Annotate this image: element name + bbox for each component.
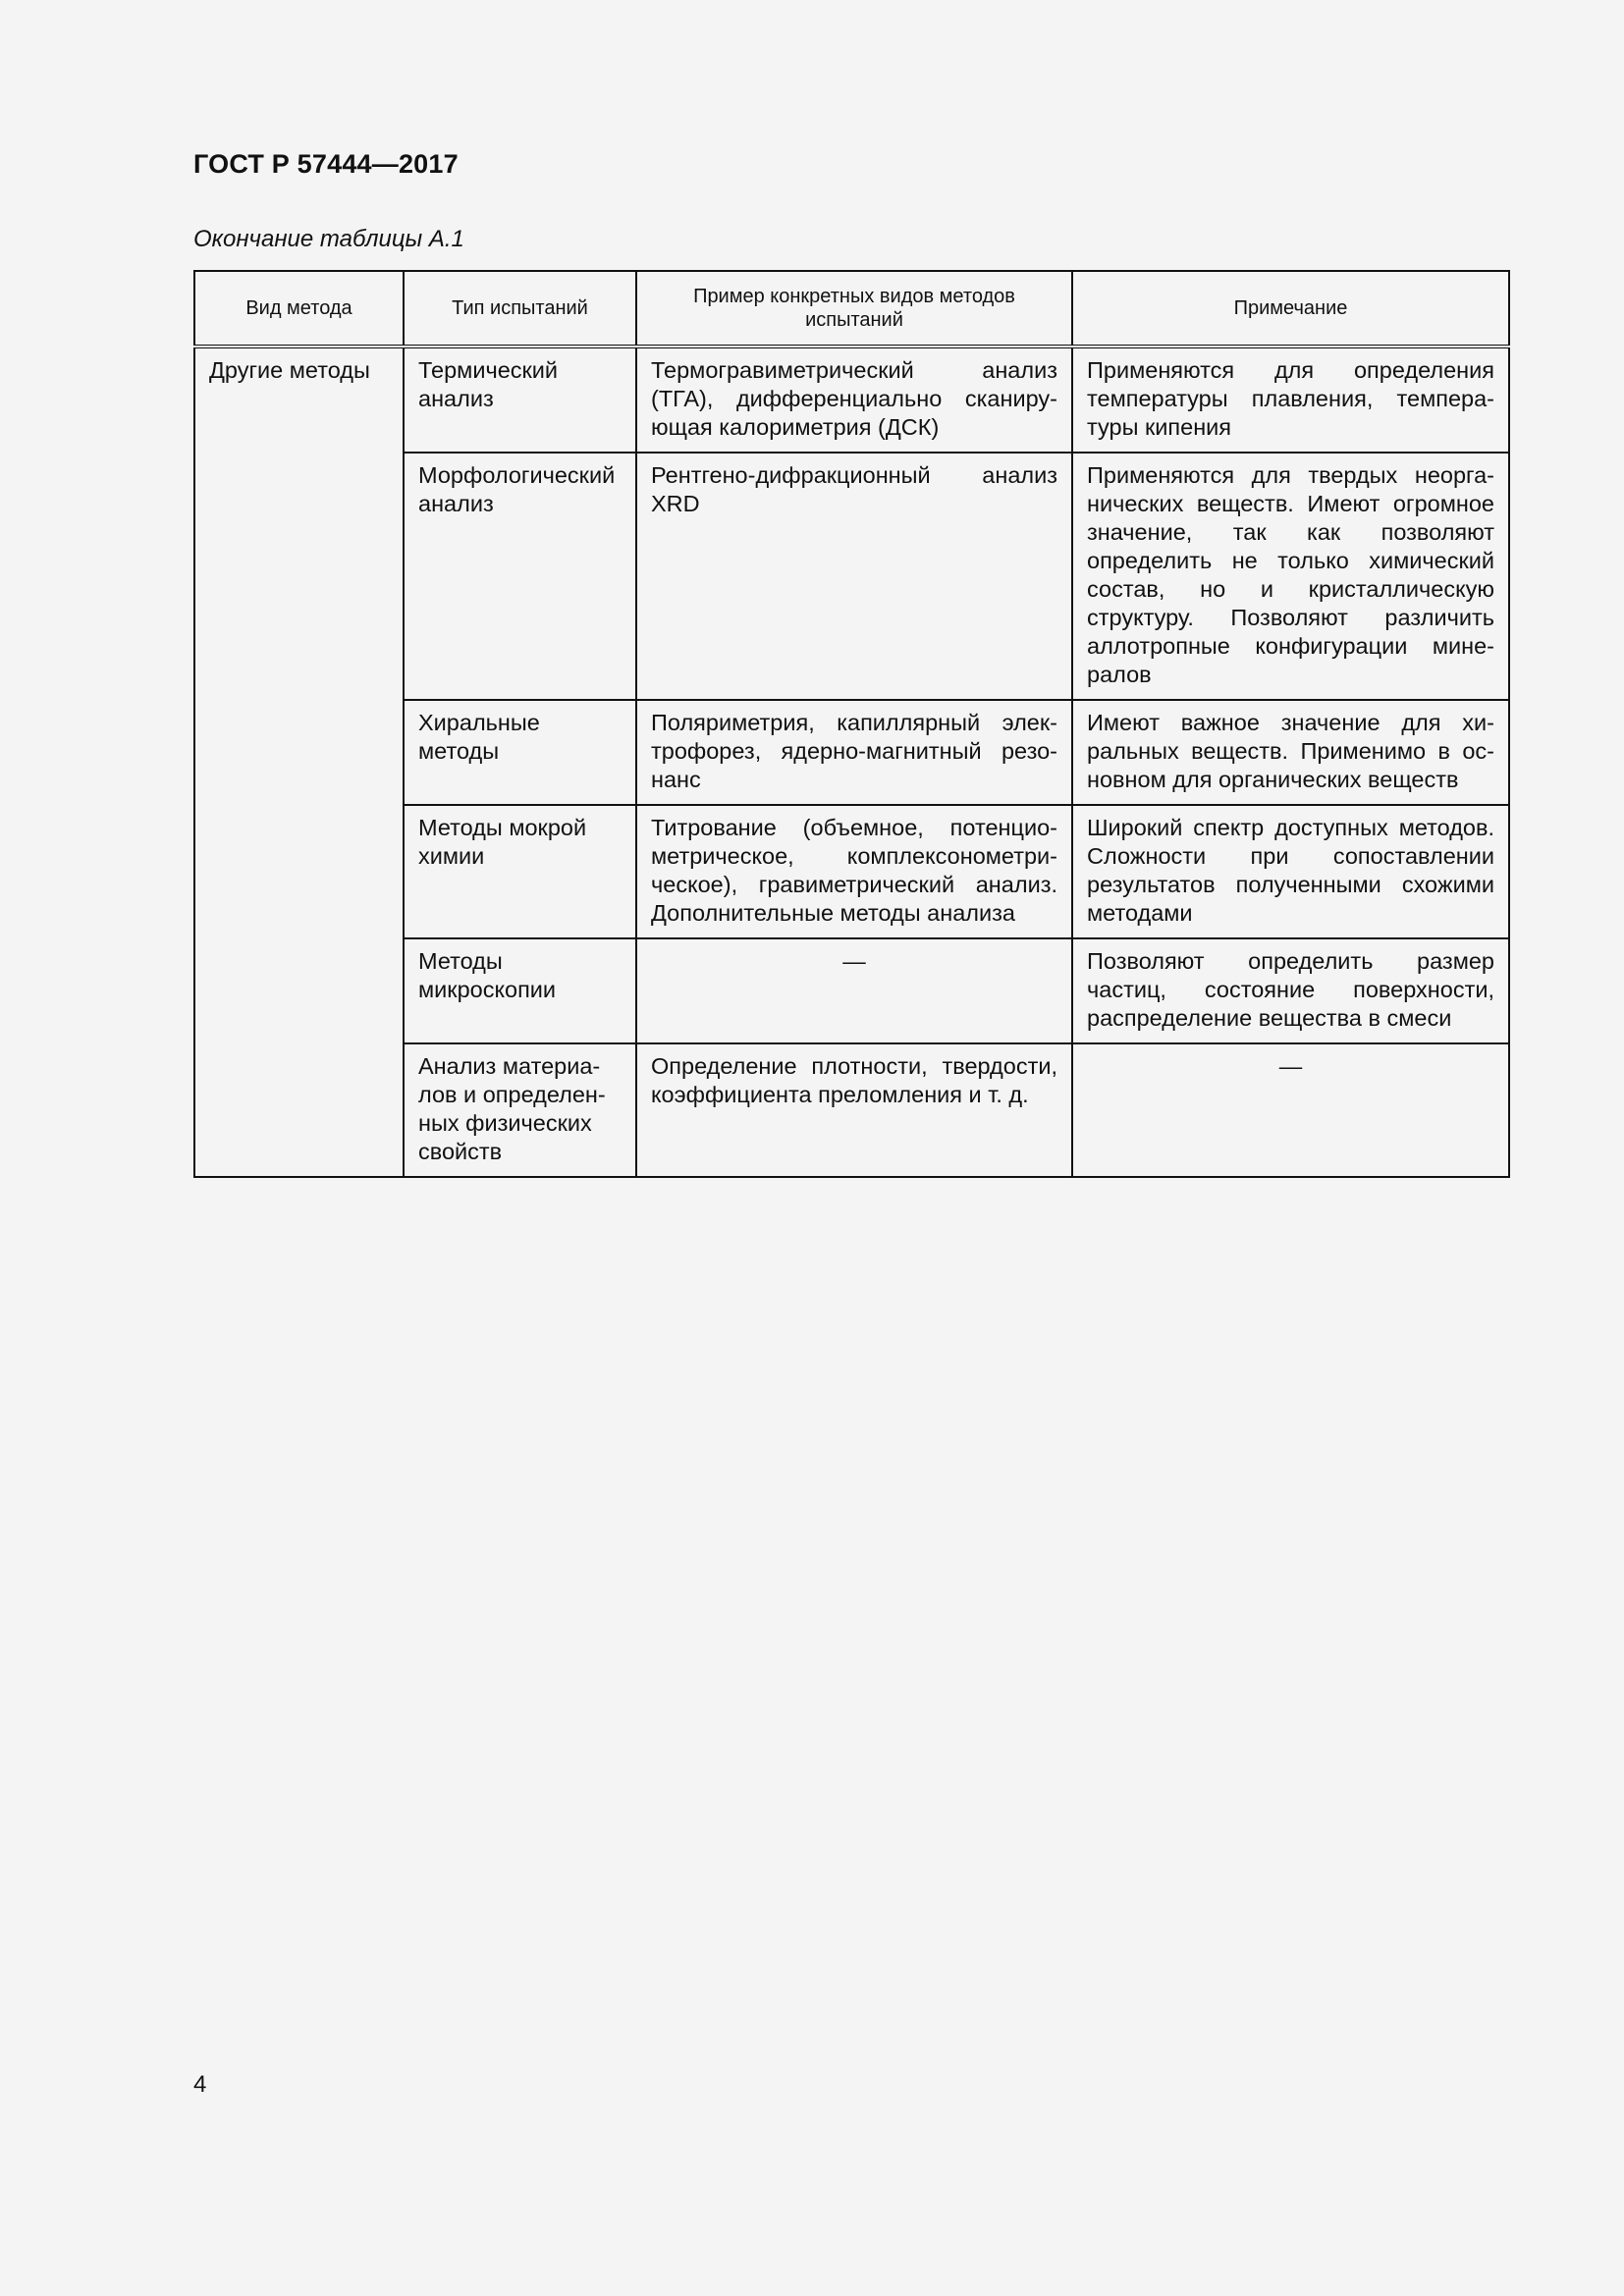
column-header-examples: Пример конкретных видов методов испытаний — [636, 271, 1072, 347]
note-cell: Широкий спектр доступных методов. Сложности при сопоставлении результатов полученными схожими методами — [1072, 805, 1509, 938]
method-group-cell: Другие методы — [194, 347, 404, 1177]
test-type-cell: Методы мокрой химии — [404, 805, 636, 938]
test-type-cell: Методы микроскопии — [404, 938, 636, 1043]
test-type-cell: Морфологический анализ — [404, 453, 636, 700]
example-cell: — — [636, 938, 1072, 1043]
example-cell: Поляриметрия, капиллярный электрофорез, ядерно-магнитный резонанс — [636, 700, 1072, 805]
note-cell: Применяются для определения температуры плавления, температуры кипения — [1072, 347, 1509, 453]
note-cell: Имеют важное значение для хиральных веществ. Применимо в основном для органических веществ — [1072, 700, 1509, 805]
table-header-row — [194, 271, 1509, 347]
methods-table — [193, 270, 1510, 1178]
example-cell: Термогравиметрический анализ (ТГА), дифференциально сканирующая калориметрия (ДСК) — [636, 347, 1072, 453]
page-number: 4 — [193, 2071, 207, 2098]
column-header-note: Примечание — [1072, 271, 1509, 347]
table-row — [194, 347, 1509, 453]
example-cell: Рентгено-дифракционный анализ XRD — [636, 453, 1072, 700]
example-cell: Определение плотности, твердости, коэффициента преломления и т. д. — [636, 1043, 1072, 1177]
table-caption: Окончание таблицы А.1 — [193, 226, 464, 252]
note-cell: Позволяют определить размер частиц, состояние поверхности, распределение вещества в смеси — [1072, 938, 1509, 1043]
document-code-header: ГОСТ Р 57444—2017 — [193, 149, 459, 179]
example-cell: Титрование (объемное, потенциометрическое, комплексонометрическое), гравиметрический анализ. Дополнительные методы анализа — [636, 805, 1072, 938]
test-type-cell: Хиральные методы — [404, 700, 636, 805]
column-header-test-type: Тип испытаний — [404, 271, 636, 347]
note-cell: Применяются для твердых неорганических веществ. Имеют огромное значение, так как позволяют определить не только химический состав, но и кристаллическую структуру. Позволяют различить аллотропные конфигурации минералов — [1072, 453, 1509, 700]
test-type-cell: Анализ материалов и определенных физических свойств — [404, 1043, 636, 1177]
note-cell: — — [1072, 1043, 1509, 1177]
column-header-method-kind: Вид метода — [194, 271, 404, 347]
test-type-cell: Термический анализ — [404, 347, 636, 453]
